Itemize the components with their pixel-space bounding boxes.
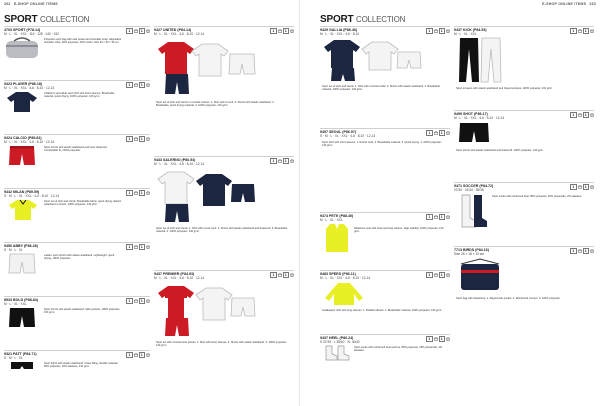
product-entry — [154, 270, 294, 382]
product-entry — [320, 334, 450, 382]
product-name: 9437 PREMIER (P84.93) — [154, 272, 195, 276]
product-name: 9474 PETE (P88.40) — [320, 214, 354, 218]
box-icon — [134, 245, 138, 249]
pack-qty-badge: 1 — [126, 190, 132, 196]
box-icon — [434, 337, 438, 341]
running-head-title: E-SHOP ONLINE ITEMS — [542, 2, 587, 6]
product-name: 9429 GALLIA (P86.46) — [320, 28, 358, 32]
carton-qty-badge: 1 — [139, 82, 145, 88]
product-sizes: Size 26 × 18 × 10 cm — [454, 252, 485, 256]
product-name: 9499 SHOT (P86.17) — [454, 112, 488, 116]
carton-qty-badge: 1 — [139, 136, 145, 142]
product-sizes: S · M · L · XL · XXL · 4-6 · 8-10 · 12-14 — [4, 194, 60, 198]
product-name: 9437 HEEL (P86.24) — [320, 336, 354, 340]
box-icon — [434, 131, 438, 135]
product-badges — [126, 82, 150, 88]
product-badges — [426, 272, 450, 278]
box-icon — [434, 273, 438, 277]
section-title-light: COLLECTION — [356, 15, 406, 24]
product-sizes: M · L · XL · XXL · 4-6 · 8-10 · 12-14 — [154, 276, 205, 280]
box-icon — [134, 353, 138, 357]
pack-qty-badge: 1 — [126, 28, 132, 34]
page-number: 262 — [4, 2, 11, 6]
box-icon — [578, 185, 582, 189]
socks-image — [324, 345, 350, 361]
cube-icon — [146, 83, 150, 87]
product-entry — [454, 110, 594, 182]
cube-icon — [146, 29, 150, 33]
product-sizes: M · L · XL · XXL · 4-6 · 8-10 · 12-14 — [4, 86, 55, 90]
product-name: 9442 MILAN (P89.59) — [4, 190, 40, 194]
right-left-column — [320, 26, 450, 382]
product-sizes: M · L · XL · XXL · 4-6 · 8-10 · 12-14 — [454, 116, 505, 120]
right-page — [300, 0, 600, 406]
section-title — [320, 14, 405, 25]
box-icon — [578, 113, 582, 117]
product-badges — [570, 184, 594, 190]
product-description: Ladies' sport shorts with elastic waistband. Lightweight, quick drying, 100% polyester. — [44, 254, 115, 261]
product-entry — [154, 26, 294, 156]
product-entry — [320, 26, 450, 128]
product-entry — [454, 246, 594, 358]
cube-icon — [590, 185, 594, 189]
product-description: Sport bag with drawstring. 1. Zipped side pocket. 2. Reinforced corners. 3. 100% polyester. — [456, 297, 561, 300]
product-entry — [4, 26, 150, 80]
united-set-image — [156, 38, 256, 98]
ladies-shorts-image — [8, 253, 36, 275]
product-name: 9427 UNITED (P84.14) — [154, 28, 192, 32]
cube-icon — [590, 29, 594, 33]
product-name: 9437 KICK (P84.53) — [454, 28, 487, 32]
box-icon — [578, 29, 582, 33]
product-description: Sport socks with reinforced heel. 80% polyester, 18% polyamide, 2% elastane. — [492, 195, 583, 198]
product-sizes: 27/30 · 31/34 · 35/38 — [454, 188, 484, 192]
product-sizes: M · L · XL · XXL — [4, 302, 27, 306]
carton-qty-badge: 1 — [139, 298, 145, 304]
product-name: 9497 SEOUL (P86.97) — [320, 130, 357, 134]
product-badges — [126, 28, 150, 34]
product-badges — [126, 298, 150, 304]
product-entry — [454, 182, 594, 246]
product-sizes: S · M · L · XL · XXL · 4-6 · 8-10 · 12-14 — [320, 134, 376, 138]
product-sizes: S · M · L · XL — [4, 356, 23, 360]
pack-qty-badge: 1 — [126, 298, 132, 304]
goalkeeper-shirt-image — [324, 282, 364, 306]
pack-qty-badge: 1 — [126, 244, 132, 250]
carton-qty-badge: 1 — [439, 214, 445, 220]
product-entry — [4, 350, 150, 402]
product-name: 9321 PATT (P84.71) — [4, 352, 37, 356]
carton-qty-badge: 1 — [583, 248, 589, 254]
carton-qty-badge: 1 — [439, 130, 445, 136]
sport-shirt-image — [6, 91, 38, 113]
premier-set-image — [156, 282, 256, 338]
pack-qty-badge: 1 — [570, 112, 576, 118]
sport-set-image — [8, 199, 38, 221]
section-title-strong: SPORT — [4, 14, 38, 25]
box-icon — [134, 29, 138, 33]
cube-icon — [446, 215, 450, 219]
product-name: 9423 PLAYER (P86.18) — [4, 82, 43, 86]
product-description: Sport set with contrast side panels. 1. Shirt with short sleeves. 2. Shorts with elastic waistband. 3. 100% polyester, 140 g/m². — [156, 341, 287, 348]
carton-qty-badge: 1 — [139, 352, 145, 358]
section-title — [4, 14, 89, 25]
pack-qty-badge: 1 — [126, 82, 132, 88]
section-title-light: COLLECTION — [40, 15, 90, 24]
product-description: Sport set of shirt and shorts in contrast colours. 1. Shirt with V-neck. 2. Shorts with elastic waistband. 3. Breathable, quick drying material. 4. 100% polyester, 140 g/m². — [156, 101, 275, 108]
product-name: 9456 ABBY (P86.28) — [4, 244, 38, 248]
product-badges — [126, 190, 150, 196]
cube-icon — [446, 131, 450, 135]
cube-icon — [446, 337, 450, 341]
pack-qty-badge: 1 — [426, 130, 432, 136]
sport-bag-image — [4, 36, 40, 60]
reflective-vest-image — [324, 223, 350, 253]
carton-qty-badge: 1 — [283, 28, 289, 34]
product-description: Sport set of shirt and shorts. Breathable fabric, quick drying. Elastic waistband in shorts, 100% polyester, 140 g/m². — [44, 200, 122, 207]
black-shorts-image — [8, 307, 36, 329]
product-badges — [270, 158, 294, 164]
product-entry — [4, 242, 150, 296]
product-description: Polyester sport bag with side pocket and shoulder strap. Adjustable shoulder strap, 60% polyester, 40% cotton. Size 60 × 30 × 30 cm. — [44, 38, 122, 45]
tights-image — [8, 361, 36, 381]
salerno-set-image — [156, 168, 256, 224]
product-name: 7713 BIRDS (P84.16) — [454, 248, 489, 252]
product-entry — [454, 26, 594, 110]
product-sizes: M · L · XL · XXL · 4-6 · 8-10 · 12-14 — [154, 32, 205, 36]
shot-shorts-image — [458, 122, 490, 144]
cube-icon — [146, 245, 150, 249]
pack-qty-badge: 1 — [570, 28, 576, 34]
product-badges — [126, 352, 150, 358]
box-icon — [578, 249, 582, 253]
product-description: Children's and adult sport shirt with short sleeves. Breathable material, quick drying, 100% polyester, 160 g/m². — [44, 92, 115, 99]
product-sizes: M · L · XL · XXL · 116 · 128 · 140 · 152 — [4, 32, 59, 36]
product-entry — [4, 80, 150, 134]
product-sizes: M · L · XL · XXL · 4-6 · 8-10 — [320, 32, 360, 36]
product-description: Sport set of shirt and shorts. 1. Shirt with contrast collar. 2. Shorts with elastic waistband. 3. Breathable material, 100% polyester, 140 g/m². — [322, 85, 440, 92]
page-number: 263 — [589, 2, 596, 6]
cube-icon — [146, 137, 150, 141]
product-badges — [270, 272, 294, 278]
sport-trousers-image — [458, 37, 502, 83]
product-description: Sport shorts with elastic waistband and inner drawcord. Comfortable fit, 100% polyester. — [44, 146, 108, 153]
product-entry — [320, 270, 450, 334]
product-badges — [126, 136, 150, 142]
cube-icon — [446, 273, 450, 277]
carton-qty-badge: 1 — [139, 190, 145, 196]
product-description: Sport socks with reinforced heel and toe. 80% polyester, 18% polyamide, 2% elastane. — [354, 346, 443, 353]
cube-icon — [290, 273, 294, 277]
cube-icon — [590, 249, 594, 253]
product-entry — [4, 296, 150, 350]
product-description: Sport set of shirt and shorts. 1. Shirt with round neck. 2. Shorts with elastic waistband and drawcord. 3. Breathable material. 4. 100% polyester, 140 g/m². — [156, 227, 288, 234]
pack-qty-badge: 1 — [126, 136, 132, 142]
box-icon — [278, 159, 282, 163]
product-badges — [426, 130, 450, 136]
sport-shorts-image — [8, 145, 36, 167]
product-description: Sport tights with elastic waistband. Close fitting, flexible material, 90% polyester, 10% elastane, 210 g/m². — [44, 362, 119, 369]
pack-qty-badge: 1 — [270, 158, 276, 164]
carton-qty-badge: 1 — [583, 184, 589, 190]
carton-qty-badge: 1 — [583, 112, 589, 118]
product-entry — [154, 156, 294, 270]
left-column — [4, 26, 150, 402]
product-sizes: M · L · XL · XXL — [454, 32, 477, 36]
product-badges — [426, 336, 450, 342]
product-name: 9424 CALCIO (P89.81) — [4, 136, 42, 140]
box-icon — [134, 191, 138, 195]
cube-icon — [146, 353, 150, 357]
product-sizes: M · L · XL · XXL · 4-6 · 8-10 · 12-14 — [320, 276, 371, 280]
product-badges — [570, 112, 594, 118]
product-description: Sport shorts with elastic waistband. Side pockets, 100% polyester, 150 g/m². — [44, 308, 120, 315]
product-badges — [570, 28, 594, 34]
box-icon — [134, 83, 138, 87]
cube-icon — [146, 299, 150, 303]
product-entry — [320, 212, 450, 270]
cube-icon — [590, 113, 594, 117]
carton-qty-badge: 1 — [583, 28, 589, 34]
section-title-strong: SPORT — [320, 14, 354, 25]
product-badges — [426, 214, 450, 220]
running-head — [540, 2, 596, 6]
product-sizes: M · L · XL · XXL · 4-6 · 8-10 · 12-14 — [154, 162, 205, 166]
gallia-set-image — [322, 38, 422, 82]
pack-qty-badge: 1 — [570, 248, 576, 254]
pack-qty-badge: 1 — [270, 28, 276, 34]
box-icon — [278, 273, 282, 277]
product-description: Reflective vest with hook and loop closure. High visibility, 100% polyester, 120 g/m². — [354, 227, 444, 234]
product-name: 9483 SPEED (P86.11) — [320, 272, 356, 276]
box-icon — [434, 215, 438, 219]
running-head — [4, 2, 60, 6]
soccer-socks-image — [458, 194, 488, 228]
carton-qty-badge: 1 — [283, 158, 289, 164]
product-sizes: M · L · XL · XXL — [320, 218, 343, 222]
product-description: Sport shorts with elastic waistband and drawcord. 100% polyester, 140 g/m². — [456, 149, 544, 152]
carton-qty-badge: 1 — [439, 272, 445, 278]
cube-icon — [446, 29, 450, 33]
cube-icon — [290, 29, 294, 33]
pack-qty-badge: 1 — [426, 272, 432, 278]
box-icon — [134, 299, 138, 303]
right-right-column — [454, 26, 594, 358]
product-sizes: M · L · XL · XXL · 4-6 · 8-10 · 12-14 — [4, 140, 55, 144]
carton-qty-badge: 1 — [439, 28, 445, 34]
product-sizes: S · M · L · XL — [4, 248, 23, 252]
product-description: Goalkeeper shirt with long sleeves. 1. Padded elbows. 2. Breathable material, 100% polyester, 160 g/m². — [322, 309, 442, 312]
product-name: 4703 SPORT (P78.14) — [4, 28, 41, 32]
cube-icon — [290, 159, 294, 163]
cube-icon — [146, 191, 150, 195]
carton-qty-badge: 1 — [139, 244, 145, 250]
pack-qty-badge: 1 — [570, 184, 576, 190]
carton-qty-badge: 1 — [283, 272, 289, 278]
pack-qty-badge: 1 — [126, 352, 132, 358]
product-description: Sport trousers with elastic waistband and zipped pockets. 100% polyester, 210 g/m². — [456, 87, 553, 90]
carton-qty-badge: 1 — [439, 336, 445, 342]
drawstring-bag-image — [458, 258, 502, 292]
pack-qty-badge: 1 — [426, 28, 432, 34]
product-entry — [320, 128, 450, 212]
pack-qty-badge: 1 — [426, 214, 432, 220]
product-description: Sport shirt with short sleeves. 1. Round neck. 2. Breathable material. 3. Quick drying. 4. 100% polyester, 140 g/m². — [322, 141, 442, 148]
running-head-title: E-SHOP ONLINE ITEMS — [13, 2, 58, 6]
product-entry — [4, 188, 150, 242]
carton-qty-badge: 1 — [139, 28, 145, 34]
product-entry — [4, 134, 150, 188]
product-badges — [126, 244, 150, 250]
pack-qty-badge: 1 — [270, 272, 276, 278]
product-name: 9471 SOCCER (P84.72) — [454, 184, 494, 188]
product-badges — [570, 248, 594, 254]
product-badges — [270, 28, 294, 34]
product-name: 9433 SALERNO (P86.54) — [154, 158, 196, 162]
box-icon — [434, 29, 438, 33]
product-sizes: S 37/39 · L 38/40 · XL 40/42 — [320, 340, 360, 344]
middle-column — [154, 26, 294, 382]
product-badges — [426, 28, 450, 34]
pack-qty-badge: 1 — [426, 336, 432, 342]
product-name: 8933 BOLD (P88.84) — [4, 298, 38, 302]
box-icon — [278, 29, 282, 33]
box-icon — [134, 137, 138, 141]
